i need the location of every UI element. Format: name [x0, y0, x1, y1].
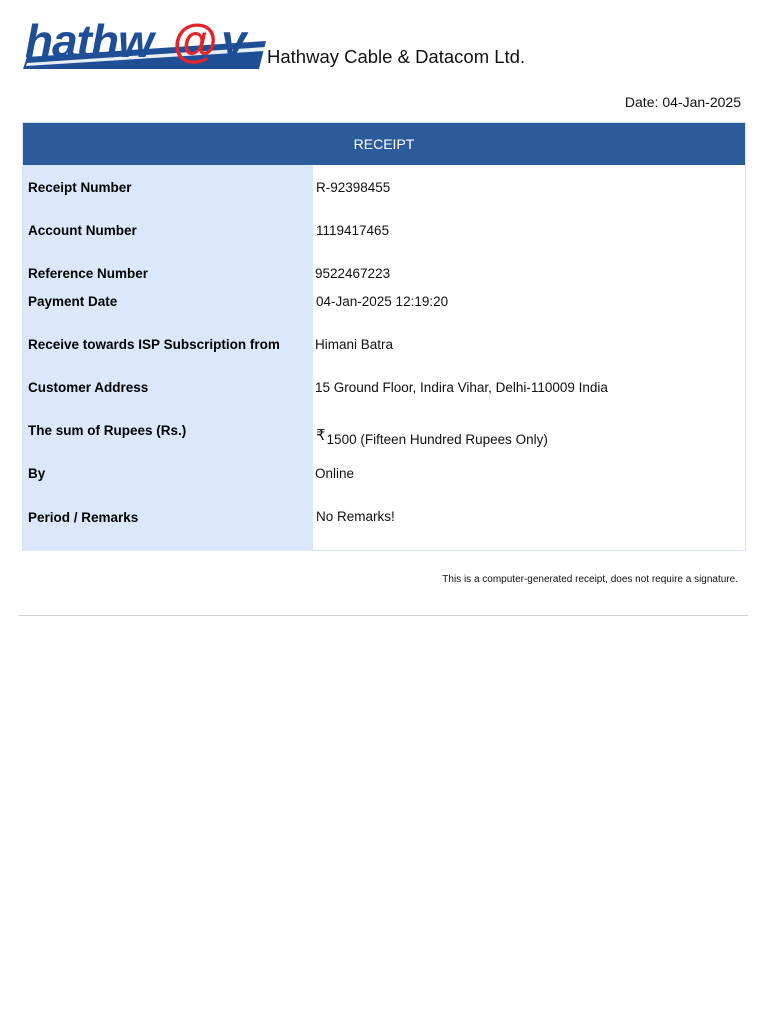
date-label: Date: [624, 94, 659, 110]
row-value: 04-Jan-2025 12:19:20 [316, 294, 449, 309]
row-payment-date [23, 294, 745, 314]
row-customer-address [23, 380, 745, 400]
row-label: Period / Remarks [28, 510, 139, 525]
receipt-date [625, 94, 741, 110]
row-remarks [23, 509, 745, 529]
row-value: Himani Batra [315, 337, 394, 352]
row-value: No Remarks! [316, 509, 395, 524]
row-label: By [28, 466, 46, 481]
amount-text: 1500 (Fifteen Hundred Rupees Only) [326, 432, 548, 447]
row-label: Customer Address [28, 380, 149, 395]
signature-note: This is a computer-generated receipt, does not require a signature. [442, 574, 738, 585]
row-value: 1119417465 [316, 223, 390, 238]
row-label: Receive towards ISP Subscription from [28, 337, 280, 352]
header [23, 19, 266, 71]
svg-text:@: @ [172, 19, 217, 67]
date-value: 04-Jan-2025 [662, 94, 741, 110]
row-value: 9522467223 [315, 266, 391, 281]
row-value: Online [315, 466, 355, 481]
row-label: The sum of Rupees (Rs.) [28, 423, 187, 438]
row-label: Reference Number [28, 266, 149, 281]
company-name: Hathway Cable & Datacom Ltd. [267, 46, 526, 67]
row-amount [23, 423, 745, 447]
receipt-title: RECEIPT [23, 123, 745, 165]
divider [19, 615, 748, 616]
row-reference-number [23, 266, 745, 286]
row-value [316, 427, 548, 448]
row-subscriber [23, 337, 745, 357]
svg-text:hathw: hathw [25, 19, 153, 67]
svg-text:y: y [221, 19, 247, 67]
row-label: Account Number [28, 223, 137, 238]
row-account-number [23, 223, 745, 243]
row-label: Payment Date [28, 294, 118, 309]
rupee-icon: ₹ [316, 427, 326, 444]
row-value: 15 Ground Floor, Indira Vihar, Delhi-110009 India [315, 380, 608, 395]
row-label: Receipt Number [28, 180, 132, 195]
row-payment-mode [23, 466, 745, 486]
hathway-logo [23, 19, 266, 71]
row-value: R-92398455 [316, 180, 391, 195]
row-receipt-number [23, 180, 745, 200]
receipt-table [22, 122, 746, 551]
